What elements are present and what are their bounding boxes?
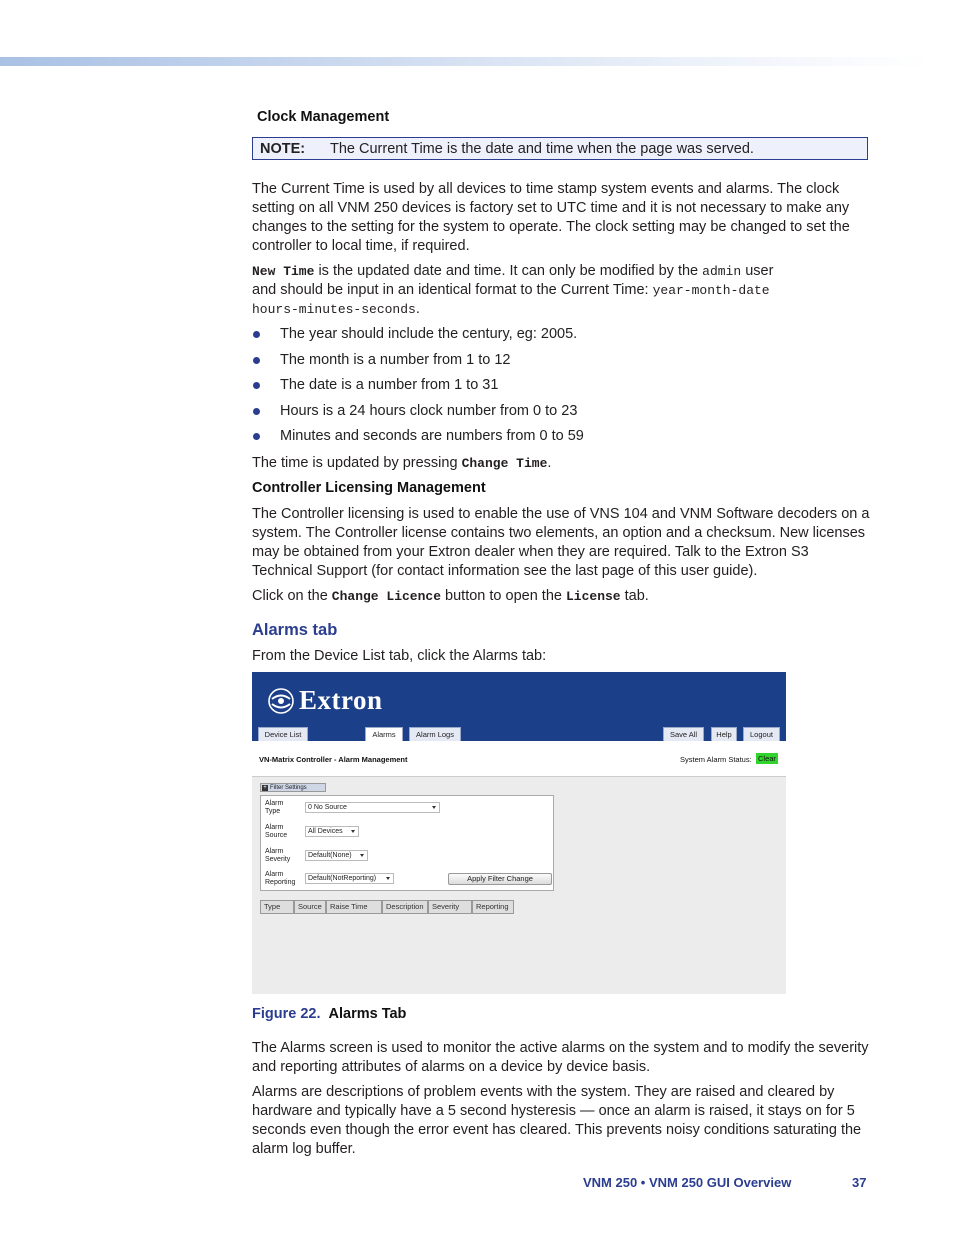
label-line: Alarm bbox=[265, 800, 284, 807]
bullet-text: The year should include the century, eg: 2005. bbox=[280, 326, 578, 342]
extron-logo-icon bbox=[266, 686, 296, 716]
select-value: All Devices bbox=[308, 828, 343, 835]
apply-filter-change-button[interactable]: Apply Filter Change bbox=[448, 873, 552, 885]
lic-text-2: button to open the bbox=[441, 588, 566, 604]
column-header-type[interactable]: Type bbox=[260, 900, 294, 914]
label-line: Severity bbox=[265, 856, 291, 863]
lic-text-1: Click on the bbox=[252, 588, 332, 604]
change-licence-code: Change Licence bbox=[331, 589, 442, 604]
clock-paragraph-2 bbox=[252, 262, 872, 319]
screenshot-title-bar bbox=[252, 741, 786, 777]
column-header-raise-time[interactable]: Raise Time bbox=[326, 900, 382, 914]
p3-text: The time is updated by pressing bbox=[252, 455, 462, 471]
filter-label-reporting bbox=[265, 871, 305, 887]
page-number: 37 bbox=[852, 1175, 867, 1190]
tab-alarms[interactable]: Alarms bbox=[365, 727, 403, 741]
lic-text-3: tab. bbox=[620, 588, 649, 604]
footer-title: VNM 250 • VNM 250 GUI Overview bbox=[583, 1175, 792, 1190]
clock-management-heading: Clock Management bbox=[257, 109, 390, 125]
column-header-severity[interactable]: Severity bbox=[428, 900, 472, 914]
figure-caption bbox=[252, 1006, 406, 1022]
clock-paragraph-3 bbox=[252, 454, 551, 473]
help-button[interactable]: Help bbox=[711, 727, 737, 741]
new-time-code: New Time bbox=[252, 264, 315, 279]
p3-end: . bbox=[547, 455, 552, 471]
license-code: License bbox=[565, 589, 621, 604]
list-item bbox=[252, 427, 852, 453]
bullet-dot-icon bbox=[253, 357, 260, 364]
select-value: 0 No Source bbox=[308, 804, 347, 811]
licensing-heading: Controller Licensing Management bbox=[252, 480, 486, 496]
filter-label-type bbox=[265, 800, 305, 816]
clock-paragraph-1: The Current Time is used by all devices to time stamp system events and alarms. The clock setting on all VNM 250 devices is factory set to UTC time and it is not necessary to make any changes to the setting for the system to operate. The clock setting may be changed to set the controller to local time, if required. bbox=[252, 181, 850, 254]
list-item bbox=[252, 351, 852, 377]
logout-button[interactable]: Logout bbox=[743, 727, 780, 741]
filter-label-severity bbox=[265, 848, 305, 864]
bullet-dot-icon bbox=[253, 408, 260, 415]
list-item bbox=[252, 376, 852, 402]
filter-settings-label: Filter Settings bbox=[270, 785, 307, 791]
bullet-text: The month is a number from 1 to 12 bbox=[280, 351, 511, 368]
alarms-paragraph-1: The Alarms screen is used to monitor the active alarms on the system and to modify the severity and reporting attributes of alarms on a device by device basis. bbox=[252, 1040, 869, 1075]
bullet-text: The date is a number from 1 to 31 bbox=[280, 377, 499, 394]
filter-label-source bbox=[265, 824, 305, 840]
alarms-screenshot bbox=[252, 672, 786, 994]
bullet-text: Hours is a 24 hours clock number from 0 to 23 bbox=[280, 402, 578, 419]
controller-title: VN-Matrix Controller - Alarm Management bbox=[259, 755, 408, 764]
p2-text-3: and should be input in an identical format to the Current Time: bbox=[252, 282, 653, 298]
chevron-down-icon bbox=[360, 854, 364, 857]
figure-title: Alarms Tab bbox=[328, 1006, 407, 1022]
alarm-status-label: System Alarm Status: bbox=[680, 755, 752, 764]
label-line: Alarm bbox=[265, 824, 284, 831]
label-line: Alarm bbox=[265, 848, 284, 855]
note-text: The Current Time is the date and time when the page was served. bbox=[330, 141, 754, 157]
bullet-dot-icon bbox=[253, 331, 260, 338]
bullet-dot-icon bbox=[253, 433, 260, 440]
extron-logo-text: Extron bbox=[299, 685, 383, 715]
alarm-source-select[interactable] bbox=[305, 826, 359, 837]
change-time-code: Change Time bbox=[461, 456, 548, 471]
p2-text-1: is the updated date and time. It can only be modified by the bbox=[314, 263, 703, 279]
plus-icon: + bbox=[263, 785, 267, 791]
licensing-paragraph-2 bbox=[252, 587, 649, 606]
alarm-reporting-select[interactable] bbox=[305, 873, 394, 884]
bullet-text: Minutes and seconds are numbers from 0 to 59 bbox=[280, 428, 584, 445]
column-header-description[interactable]: Description bbox=[382, 900, 428, 914]
select-value: Default(NotReporting) bbox=[308, 875, 377, 882]
tab-device-list[interactable]: Device List bbox=[258, 727, 308, 741]
header-gradient-bar bbox=[0, 57, 930, 66]
chevron-down-icon bbox=[432, 806, 436, 809]
p2-end: . bbox=[415, 301, 420, 317]
chevron-down-icon bbox=[386, 877, 390, 880]
time-format-code: hours-minutes-seconds bbox=[252, 302, 416, 317]
screenshot-tab-row bbox=[252, 727, 786, 741]
tab-alarm-logs[interactable]: Alarm Logs bbox=[409, 727, 461, 741]
p2-text-2: user bbox=[741, 263, 774, 279]
column-header-source[interactable]: Source bbox=[294, 900, 326, 914]
licensing-paragraph: The Controller licensing is used to enable the use of VNS 104 and VNM Software decoders on a system. The Controller license contains two elements, an option and a checksum. New licenses may be obtained from your Extron dealer when they are required. Talk to the Extron S3 Technical Support (for contact information see the last page of this user guide). bbox=[252, 506, 870, 579]
clock-bullet-list bbox=[252, 325, 852, 453]
alarm-type-select[interactable] bbox=[305, 802, 440, 813]
status-badge: Clear bbox=[758, 754, 776, 763]
alarm-severity-select[interactable] bbox=[305, 850, 368, 861]
list-item bbox=[252, 325, 852, 351]
label-line: Alarm bbox=[265, 871, 284, 878]
figure-number: Figure 22. bbox=[252, 1006, 321, 1022]
alarms-intro: From the Device List tab, click the Alarms tab: bbox=[252, 648, 547, 664]
note-label: NOTE: bbox=[260, 141, 306, 157]
alarms-paragraph-2: Alarms are descriptions of problem events with the system. They are raised and cleared by hardware and typically have a 5 second hysteresis — once an alarm is raised, it stays on for 5 seconds even though the error event has cleared. This prevents noisy conditions saturating the alarm log buffer. bbox=[252, 1084, 862, 1157]
bullet-dot-icon bbox=[253, 382, 260, 389]
column-header-reporting[interactable]: Reporting bbox=[472, 900, 514, 914]
chevron-down-icon bbox=[351, 830, 355, 833]
admin-code: admin bbox=[702, 264, 742, 279]
save-all-button[interactable]: Save All bbox=[663, 727, 704, 741]
label-line: Reporting bbox=[265, 879, 296, 886]
list-item bbox=[252, 402, 852, 428]
alarms-tab-heading: Alarms tab bbox=[252, 621, 338, 639]
screenshot-header bbox=[252, 672, 786, 741]
note-box bbox=[252, 137, 868, 160]
filter-settings-panel bbox=[260, 795, 554, 891]
filter-settings-toggle[interactable] bbox=[260, 783, 326, 792]
label-line: Source bbox=[265, 832, 288, 839]
label-line: Type bbox=[265, 808, 281, 815]
select-value: Default(None) bbox=[308, 852, 352, 859]
date-format-code: year-month-date bbox=[652, 283, 770, 298]
